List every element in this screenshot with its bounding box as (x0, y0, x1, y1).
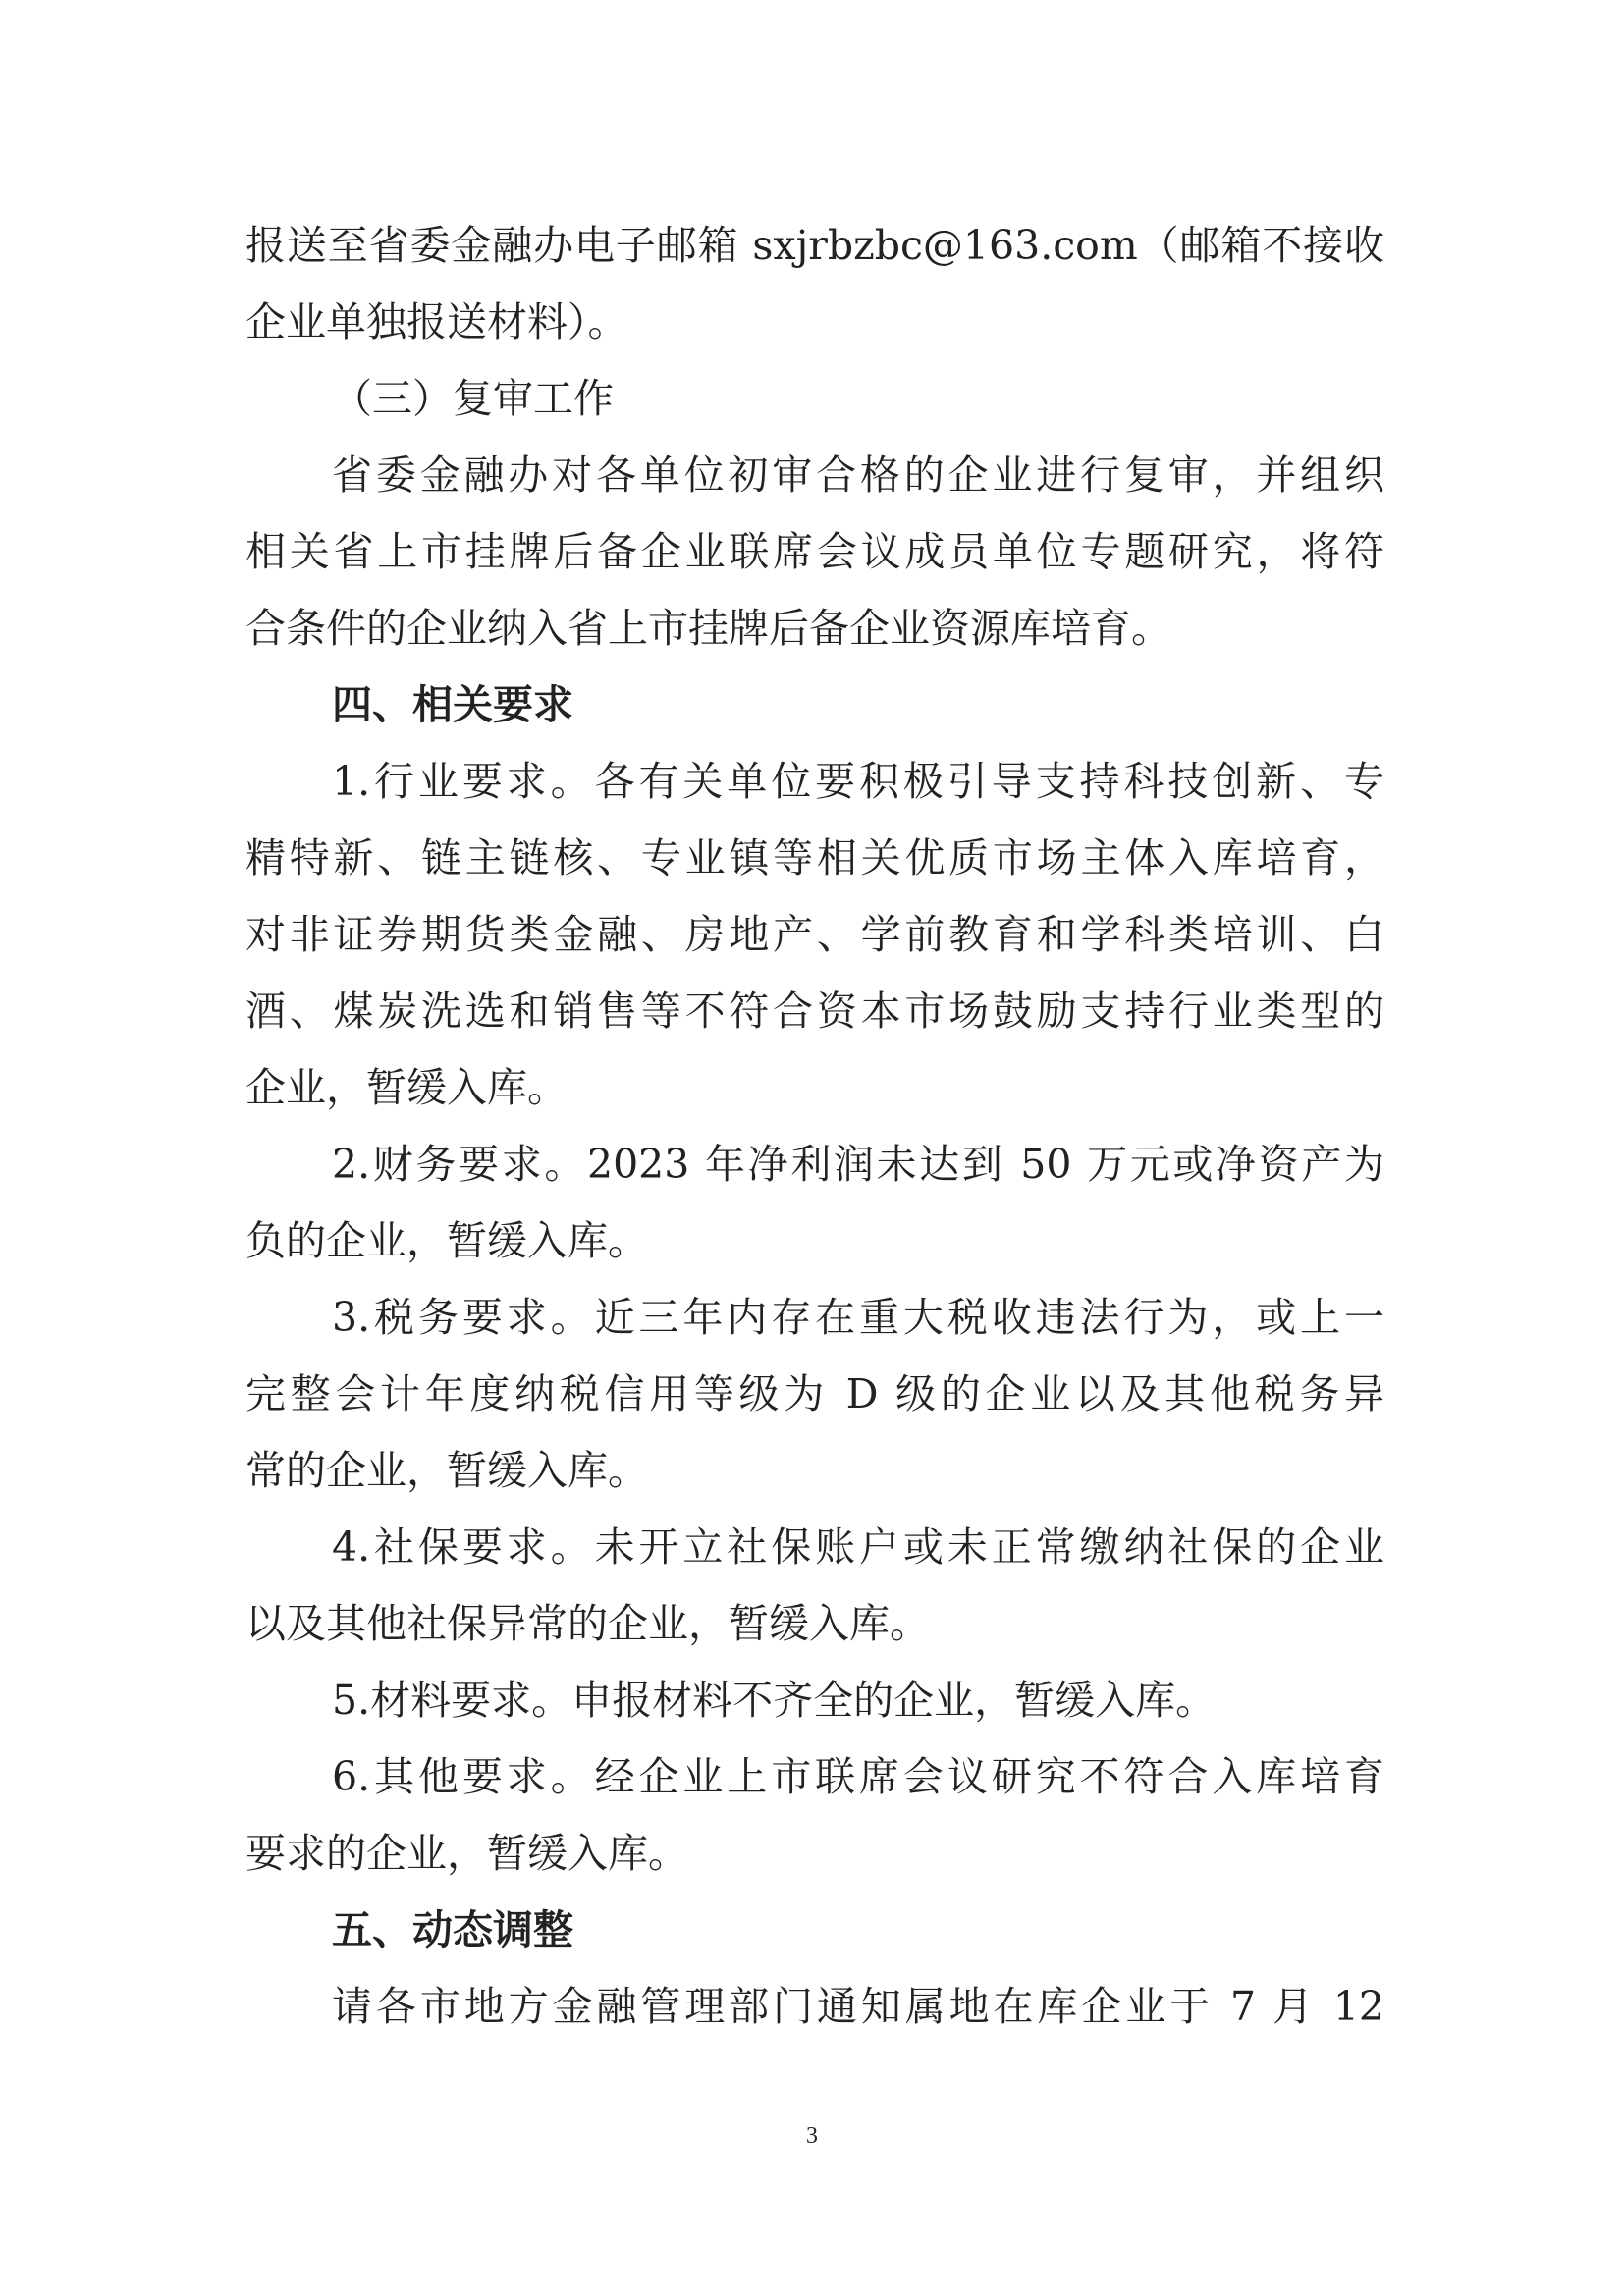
body-text-line: 省委金融办对各单位初审合格的企业进行复审，并组织 (332, 452, 1384, 499)
body-text-line: 对非证券期货类金融、房地产、学前教育和学科类培训、白 (245, 911, 1384, 958)
body-text-line: 3.税务要求。近三年内存在重大税收违法行为，或上一 (332, 1294, 1384, 1341)
body-text-line: 精特新、链主链核、专业镇等相关优质市场主体入库培育， (245, 834, 1384, 881)
body-text-line: 酒、煤炭洗选和销售等不符合资本市场鼓励支持行业类型的 (245, 988, 1384, 1035)
body-text-line: 1.行业要求。各有关单位要积极引导支持科技创新、专 (332, 758, 1384, 805)
body-text-line: 负的企业，暂缓入库。 (245, 1217, 648, 1264)
body-text-line: 报送至省委金融办电子邮箱 sxjrbzbc@163.com（邮箱不接收 (245, 222, 1384, 269)
body-text-line: 4.社保要求。未开立社保账户或未正常缴纳社保的企业 (332, 1523, 1384, 1571)
body-text-line: 相关省上市挂牌后备企业联席会议成员单位专题研究，将符 (245, 528, 1384, 575)
body-text-line: 常的企业，暂缓入库。 (245, 1447, 648, 1494)
section-heading: 四、相关要求 (332, 681, 573, 728)
body-text-line: 企业单独报送材料）。 (245, 298, 628, 346)
body-text-line: 合条件的企业纳入省上市挂牌后备企业资源库培育。 (245, 605, 1171, 652)
body-text-line: 企业，暂缓入库。 (245, 1064, 568, 1111)
section-heading: 五、动态调整 (332, 1906, 573, 1953)
body-text-line: 请各市地方金融管理部门通知属地在库企业于 7 月 12 (332, 1983, 1384, 2030)
body-text-line: 6.其他要求。经企业上市联席会议研究不符合入库培育 (332, 1753, 1384, 1800)
page-number: 3 (806, 2123, 818, 2149)
body-text-line: 5.材料要求。申报材料不齐全的企业，暂缓入库。 (332, 1677, 1217, 1724)
body-text-line: 以及其他社保异常的企业，暂缓入库。 (245, 1600, 930, 1647)
body-text-line: 2.财务要求。2023 年净利润未达到 50 万元或净资产为 (332, 1141, 1384, 1188)
body-text-line: 要求的企业，暂缓入库。 (245, 1830, 688, 1877)
body-text-line: 完整会计年度纳税信用等级为 D 级的企业以及其他税务异 (245, 1370, 1384, 1417)
section-subheading: （三）复审工作 (332, 375, 614, 422)
